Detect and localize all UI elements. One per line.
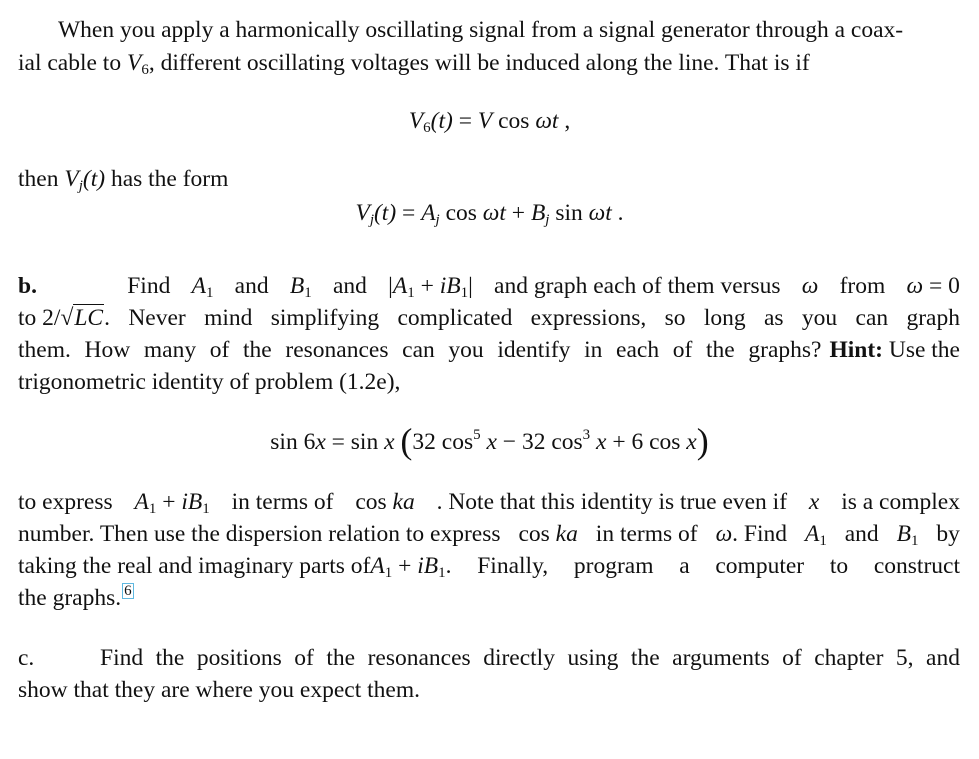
eq3-x2: x <box>384 429 395 455</box>
eq3-sin6: sin 6 <box>270 429 316 455</box>
eq3-p5: 5 <box>473 427 481 443</box>
pa-finally: . Finally, program a computer to construct <box>445 553 960 579</box>
equation-1 <box>0 105 979 137</box>
eq3-c32b: 32 cos <box>521 429 583 455</box>
eq1-lhs-var: V <box>408 108 424 134</box>
pa-b1: $B_1$ <box>896 521 919 549</box>
pc-line2-text: show that they are where you expect them. <box>18 677 420 703</box>
eq2-a: A <box>421 200 436 226</box>
eq3-lparen: ( <box>400 421 413 461</box>
eq1-equals: = <box>452 108 478 134</box>
part-b-line-1 <box>18 270 960 302</box>
eq1-lhs-sub: 6 <box>423 120 431 136</box>
eq1-tail: , <box>558 108 571 134</box>
after-line-2 <box>18 518 960 550</box>
pa-omega: ω. Find <box>715 521 788 547</box>
pb-sqrt-expr: to 2/√LC <box>18 305 104 331</box>
eq2-plus: + <box>505 200 531 226</box>
pa-note: . Note that this identity is true even if <box>436 489 788 515</box>
eq3-plus: + <box>606 429 632 455</box>
eq2-lhs-arg: (t) <box>373 200 397 226</box>
intro-text-2b: , different oscillating voltages will be induced along the line. That is if <box>148 50 810 76</box>
pa-taking: taking the real and imaginary parts of <box>18 553 371 579</box>
pb-omega-1: ω <box>801 273 819 299</box>
pa-cos-ka: cos ka <box>355 489 415 515</box>
eq3-equals: = <box>325 429 351 455</box>
pb-and-1: and <box>234 273 269 299</box>
after-line-3 <box>18 550 960 582</box>
part-b-line-2 <box>18 302 960 334</box>
eq1-cos: cos <box>492 108 530 134</box>
pb-line2-text: . Never mind simplifying complicated expressions, so long as you can graph <box>104 305 960 331</box>
pb-abs: $|A_1 + iB_1|$ <box>388 273 473 301</box>
v-symbol: V <box>126 50 142 76</box>
pb-a1: $A_1$ <box>191 273 214 301</box>
intro-line-2 <box>18 47 960 79</box>
eq3-c32a: 32 cos <box>412 429 474 455</box>
pb-and-2: and <box>332 273 367 299</box>
pb-find: Find <box>127 273 171 299</box>
pb-line4-text: trigonometric identity of problem (1.2e), <box>18 369 401 395</box>
eq2-wt2: ωt <box>582 200 612 226</box>
after-line-1 <box>18 486 960 518</box>
eq1-rhs-var: V <box>477 108 493 134</box>
eq2-b: B <box>530 200 546 226</box>
then-pre: then <box>18 166 65 192</box>
equation-3 <box>0 421 979 461</box>
eq2-wt1: ωt <box>476 200 506 226</box>
eq3-x3: x <box>480 429 497 455</box>
pa-cos-ka-2: cos ka <box>518 521 578 547</box>
eq3-x1: x <box>315 429 326 455</box>
eq3-x4: x <box>590 429 607 455</box>
pb-from: from <box>839 273 886 299</box>
eq2-lhs-var: V <box>355 200 370 226</box>
eq2-equals: = <box>396 200 422 226</box>
part-c-line-1 <box>18 642 960 674</box>
intro-text-1: When you apply a harmonically oscillating signal from a signal generator through a coax- <box>58 17 904 43</box>
pa-number: number. Then use the dispersion relation to express <box>18 521 501 547</box>
pc-line1-text: Find the positions of the resonances directly using the arguments of chapter 5, and <box>100 645 960 671</box>
then-line <box>18 163 960 195</box>
eq3-sin: sin <box>350 429 385 455</box>
footnote-link[interactable]: 6 <box>124 583 132 599</box>
pb-b1: $B_1$ <box>289 273 312 301</box>
eq2-lhs-sub: j <box>369 212 374 228</box>
then-var: V <box>64 166 79 192</box>
part-c-label: c. <box>18 645 35 671</box>
eq2-cos: cos <box>439 200 477 226</box>
eq2-a-sub: j <box>435 212 440 228</box>
eq3-x5: x <box>686 429 697 455</box>
eq3-minus: − <box>496 429 522 455</box>
eq3-p3: 3 <box>582 427 591 443</box>
eq3-rparen: ) <box>696 421 709 461</box>
eq1-arg: ωt <box>529 108 559 134</box>
pa-a1: $A_1$ <box>804 521 827 549</box>
then-sub: j <box>78 178 83 194</box>
pa-the-graphs: the graphs. <box>18 585 122 611</box>
pa-a1-ib1-2: $A_1 + iB_1$ <box>370 553 446 581</box>
then-arg: (t) <box>82 166 106 192</box>
v6-subscript: 6 <box>141 62 149 78</box>
part-b-line-3 <box>18 334 960 366</box>
pa-and: and <box>844 521 879 547</box>
then-post: has the form <box>105 166 229 192</box>
pa-in-terms: in terms of <box>231 489 334 515</box>
pb-line3-text: them. How many of the resonances can you identify in each of the graphs? <box>18 337 822 363</box>
pb-graph-text: and graph each of them versus <box>494 273 781 299</box>
equation-2 <box>0 197 979 229</box>
intro-text-2a: ial cable to <box>18 50 127 76</box>
pb-omega-eq: ω = 0 <box>906 273 960 299</box>
part-b-label: b. <box>18 273 37 299</box>
eq2-sin: sin <box>549 200 583 226</box>
pb-hint: Hint: Use the <box>829 337 960 363</box>
pa-a1-ib1: $A_1 + iB_1$ <box>134 489 210 517</box>
eq2-b-sub: j <box>545 212 550 228</box>
pa-complex: is a complex <box>841 489 960 515</box>
intro-line-1 <box>18 14 960 46</box>
eq1-lhs-arg: (t) <box>430 108 453 134</box>
pa-in-terms-of: in terms of <box>595 521 698 547</box>
part-c-line-2 <box>18 674 960 706</box>
pa-x: x <box>808 489 820 515</box>
eq3-c6: 6 cos <box>631 429 687 455</box>
part-b-line-4 <box>18 366 960 398</box>
after-line-4 <box>18 582 960 614</box>
pa-by: by <box>936 521 960 547</box>
pa-to-express: to express <box>18 489 113 515</box>
eq2-tail: . <box>611 200 624 226</box>
